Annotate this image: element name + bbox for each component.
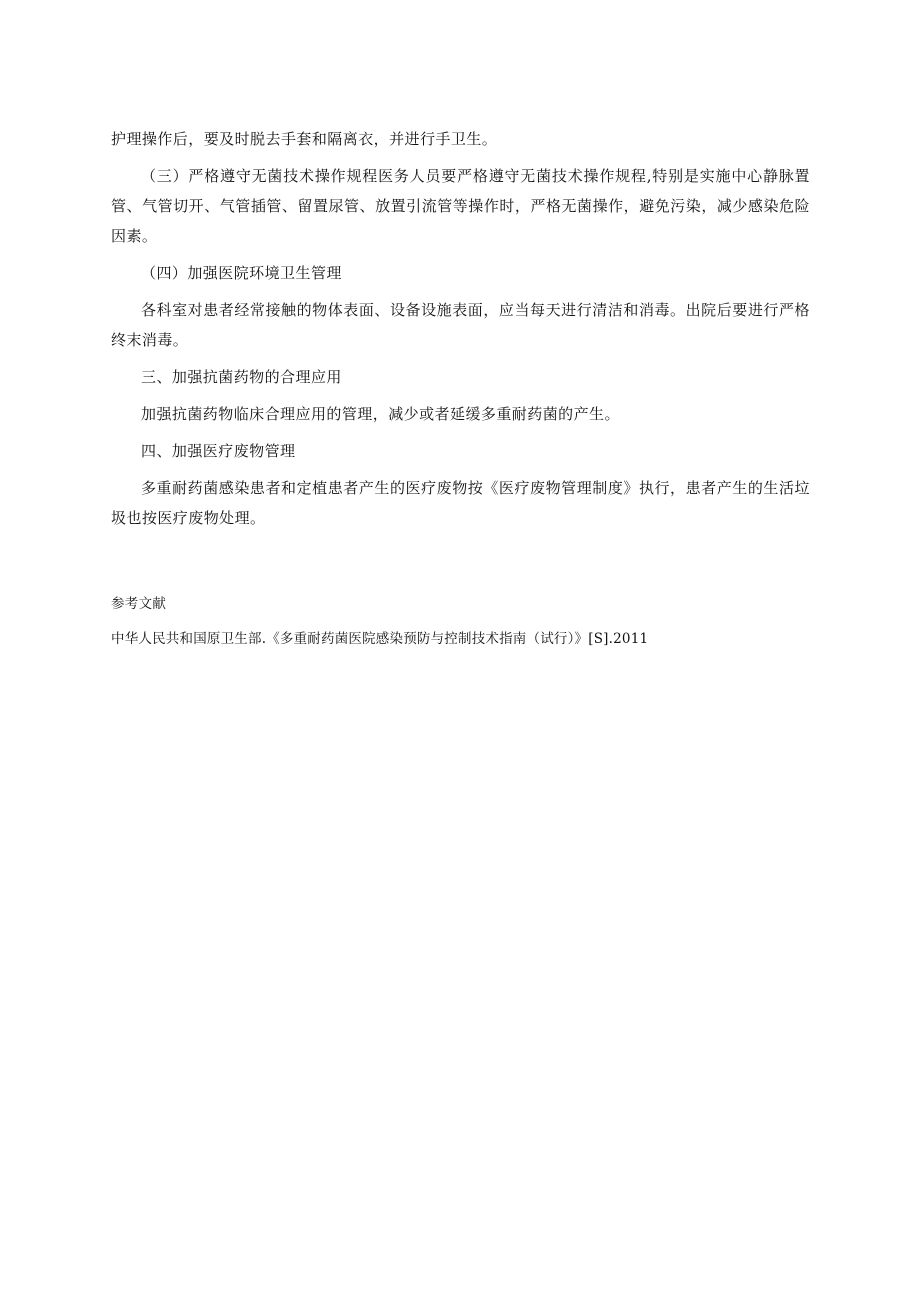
section-heading-environment: （四）加强医院环境卫生管理	[141, 264, 342, 282]
paragraph-environment-cleaning: 各科室对患者经常接触的物体表面、设备设施表面，应当每天进行清洁和消毒。出院后要进行严格终末消毒。	[111, 301, 810, 349]
paragraph-antibiotics: 加强抗菌药物临床合理应用的管理，减少或者延缓多重耐药菌的产生。	[141, 405, 620, 423]
references-section	[111, 592, 810, 651]
paragraph-medical-waste: 多重耐药菌感染患者和定植患者产生的医疗废物按《医疗废物管理制度》执行，患者产生的生活垃圾也按医疗废物处理。	[111, 479, 810, 527]
section-heading-antibiotics: 三、加强抗菌药物的合理应用	[141, 368, 342, 386]
paragraph-aseptic-technique: （三）严格遵守无菌技术操作规程医务人员要严格遵守无菌技术操作规程,特别是实施中心静脉置管、气管切开、气管插管、留置尿管、放置引流管等操作时，严格无菌操作，避免污染，减少感染危险因素。	[111, 167, 810, 245]
section-heading-medical-waste: 四、加强医疗废物管理	[141, 442, 296, 460]
document-body	[111, 124, 810, 540]
paragraph-hand-hygiene: 护理操作后，要及时脱去手套和隔离衣，并进行手卫生。	[111, 130, 498, 148]
references-title: 参考文献	[111, 596, 167, 612]
reference-item: 中华人民共和国原卫生部.《多重耐药菌医院感染预防与控制技术指南（试行）》[S].2011	[111, 631, 649, 647]
